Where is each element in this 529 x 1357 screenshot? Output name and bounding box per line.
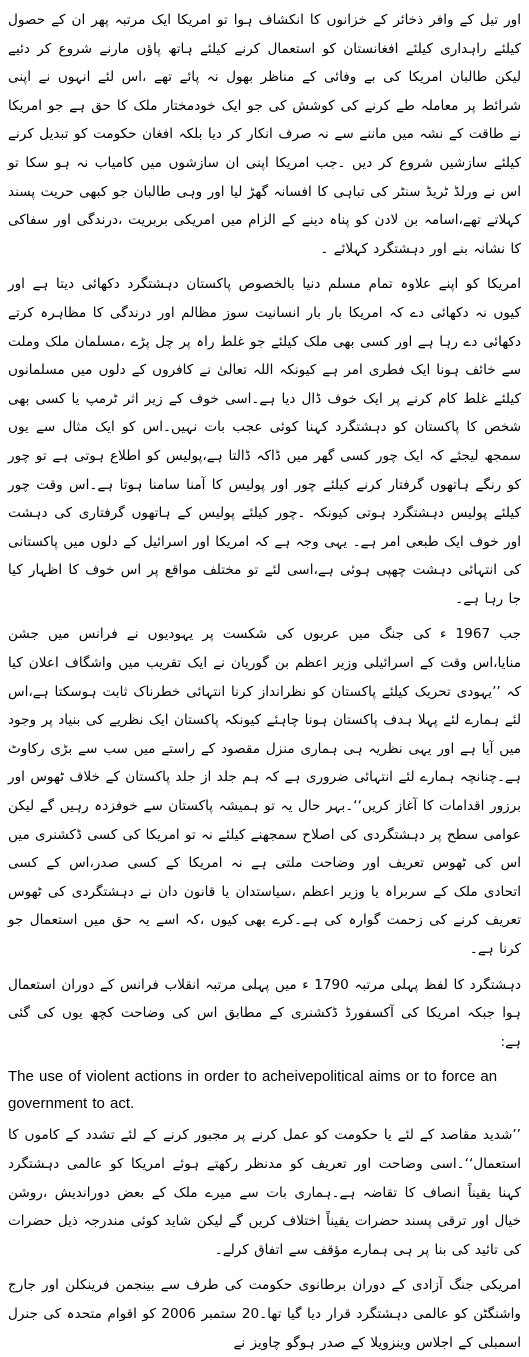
paragraph-definition-intro: دہشتگرد کا لفظ پہلی مرتبہ 1790 ء میں پہلی مرتبہ انقلاب فرانس کے دوران استعمال ہوا جبکہ امریکا کی آکسفورڈ ڈکشنری کے مطابق اس کی وضاحت کچھ یوں کی گئی ہے: (8, 976, 521, 1050)
english-definition-quote: The use of violent actions in order to acheivepolitical aims or to force an government to act. (8, 1068, 498, 1113)
paragraph-oil-reserves: اور تیل کے وافر ذخائر کے خزانوں کا انکشاف ہوا تو امریکا ایک مرتبہ پھر ان کے حصول کیلئے راہداری کیلئے افغانستان کو استعمال کرنے کیلئے ہاتھ پاؤں مارنے شروع کر دئیے لیکن طالبان امریکا کی بے وفائی کے مناظر بھول نہ پائے تھے ،اس لئے انہوں نے اپنی شرائط پر معاملہ طے کرنے کی کوشش کی جو ایک خودمختار ملک کا حق ہے جو امریکا نے طاقت کے نشہ میں ماننے سے نہ صرف انکار کر دیا بلکہ افغان حکومت کو تبدیل کرنے کیلئے سازشیں شروع کر دیں ۔جب امریکا اپنی ان سازشوں میں کامیاب نہ ہو سکا تو اس نے ورلڈ ٹریڈ سنٹر کی تباہی کا افسانہ گھڑ لیا اور وہی طالبان جو کبھی حریت پسند کہلاتے تھے،اسامہ بن لادن کو پناہ دینے کے الزام میں امریکی بربریت ،درندگی اور سفاکی کا نشانہ بنے اور دہشتگرد کہلائے ۔ (8, 12, 521, 257)
paragraph-american-independence: امریکی جنگ آزادی کے دوران برطانوی حکومت کی طرف سے بینجمن فرینکلن اور جارج واشنگٹن کو عالمی دہشتگرد قرار دیا گیا تھا۔20 ستمبر 2006 کو اقوام متحدہ کی جنرل اسمبلی کے اجلاس وینزویلا کے صدر ہوگو چاویز نے (8, 1277, 521, 1351)
paragraph-1967-war: جب 1967 ء کی جنگ میں عربوں کی شکست پر یہودیوں نے فرانس میں جشن منایا،اس وقت کے اسرائیلی وزیر اعظم بن گوریان نے ایک تقریب میں واشگاف اعلان کیا کہ ’’یہودی تحریک کیلئے پاکستان کو نظرانداز کرنا انتہائی خطرناک ثابت ہوسکتا ہے،اس لئے ہمارے لئے پہلا ہدف پاکستان ہونا چاہئے کیونکہ پاکستان ایک نظریے کی بنیاد پر وجود میں آیا ہے اور یہی نظریہ ہی ہماری منزل مقصود کے راستے میں سب سے بڑی رکاوٹ ہے۔چنانچہ ہمارے لئے انتہائی ضروری ہے کہ ہم جلد از جلد پاکستان کے خلاف ٹھوس اور برزور اقدامات کا آغاز کریں‘‘۔بہر حال یہ تو ہمیشہ پاکستان سے خوفزدہ رہیں گے لیکن عوامی سطح پر دہشتگردی کی اصلاح سمجھنے کیلئے نہ تو امریکا کی کسی ڈکشنری میں اس کی ٹھوس تعریف اور وضاحت ملتی ہے نہ امریکا کے کسی صدر،اس کے کسی اتحادی ملک کے سربراہ یا وزیر اعظم ،سیاستدان یا قانون دان نے دہشتگردی کی ٹھوس تعریف کرنے کی زحمت گوارہ کی ہے۔کرے بھی کیوں ،کہ اسے یہ حق میں استعمال جو کرنا ہے۔ (8, 626, 521, 957)
paragraph-terrorist-label: امریکا کو اپنے علاوہ تمام مسلم دنیا بالخصوص پاکستان دہشتگرد دکھائی دیتا ہے اور کیوں نہ دکھائی دے کہ امریکا بار بار انسانیت سوز مظالم اور درندگی کا مظاہرہ کرتے دکھائی دے رہا ہے اور کسی بھی ملک کیلئے جو غلط راہ پر چل پڑے ،مسلمان ملک وملت سے خائف ہونا ایک فطری امر ہے کیونکہ اللہ تعالیٰ نے کافروں کے دلوں میں مسلمانوں کیلئے غلط کام کرنے پر ایک خوف ڈال دیا ہے۔اسی خوف کے زیر اثر ٹرمپ یا کسی بھی شخص کا پاکستان کو دہشتگرد کہنا کوئی عجب بات نہیں۔اس کو ایک مثال سے یوں سمجھ لیجئے کہ ایک چور کسی گھر میں ڈاکہ ڈالتا ہے،پولیس کو اطلاع ہوتی ہے تو چور کو رنگے ہاتھوں گرفتار کرنے کیلئے چور اور پولیس کا آمنا سامنا ہوتا ہے۔اس وقت چور کیلئے پولیس دہشتگرد ہوتی کیونکہ ۔چور کیلئے پولیس کے ہاتھوں گرفتاری کی دہشت اور خوف ایک طبعی امر ہے۔ یہی وجہ ہے کہ امریکا اور اسرائیل کے دلوں میں پاکستانی کی انتہائی دہشت چھپی ہوئی ہے،اسی لئے تو مختلف مواقع پر اس خوف کا اظہار کیا جا رہا ہے۔ (8, 276, 521, 607)
paragraph-urdu-translation: ’’شدید مقاصد کے لئے یا حکومت کو عمل کرنے پر مجبور کرنے کے لئے تشدد کے کاموں کا استعمال‘‘۔اسی وضاحت اور تعریف کو مدنظر رکھتے ہوئے امریکا کو عالمی دہشتگرد کہنا یقیناً انصاف کا تقاضہ ہے۔ہماری بات سے میرے ملک کے بعض دوراندیش ،روشن خیال اور ترقی پسند حضرات یقیناً اختلاف کریں گے لیکن شاید کوئی مندرجہ ذیل حضرات کی تائید کی بنا پر ہی ہمارے مؤقف سے اتفاق کرلے۔ (8, 1127, 521, 1258)
